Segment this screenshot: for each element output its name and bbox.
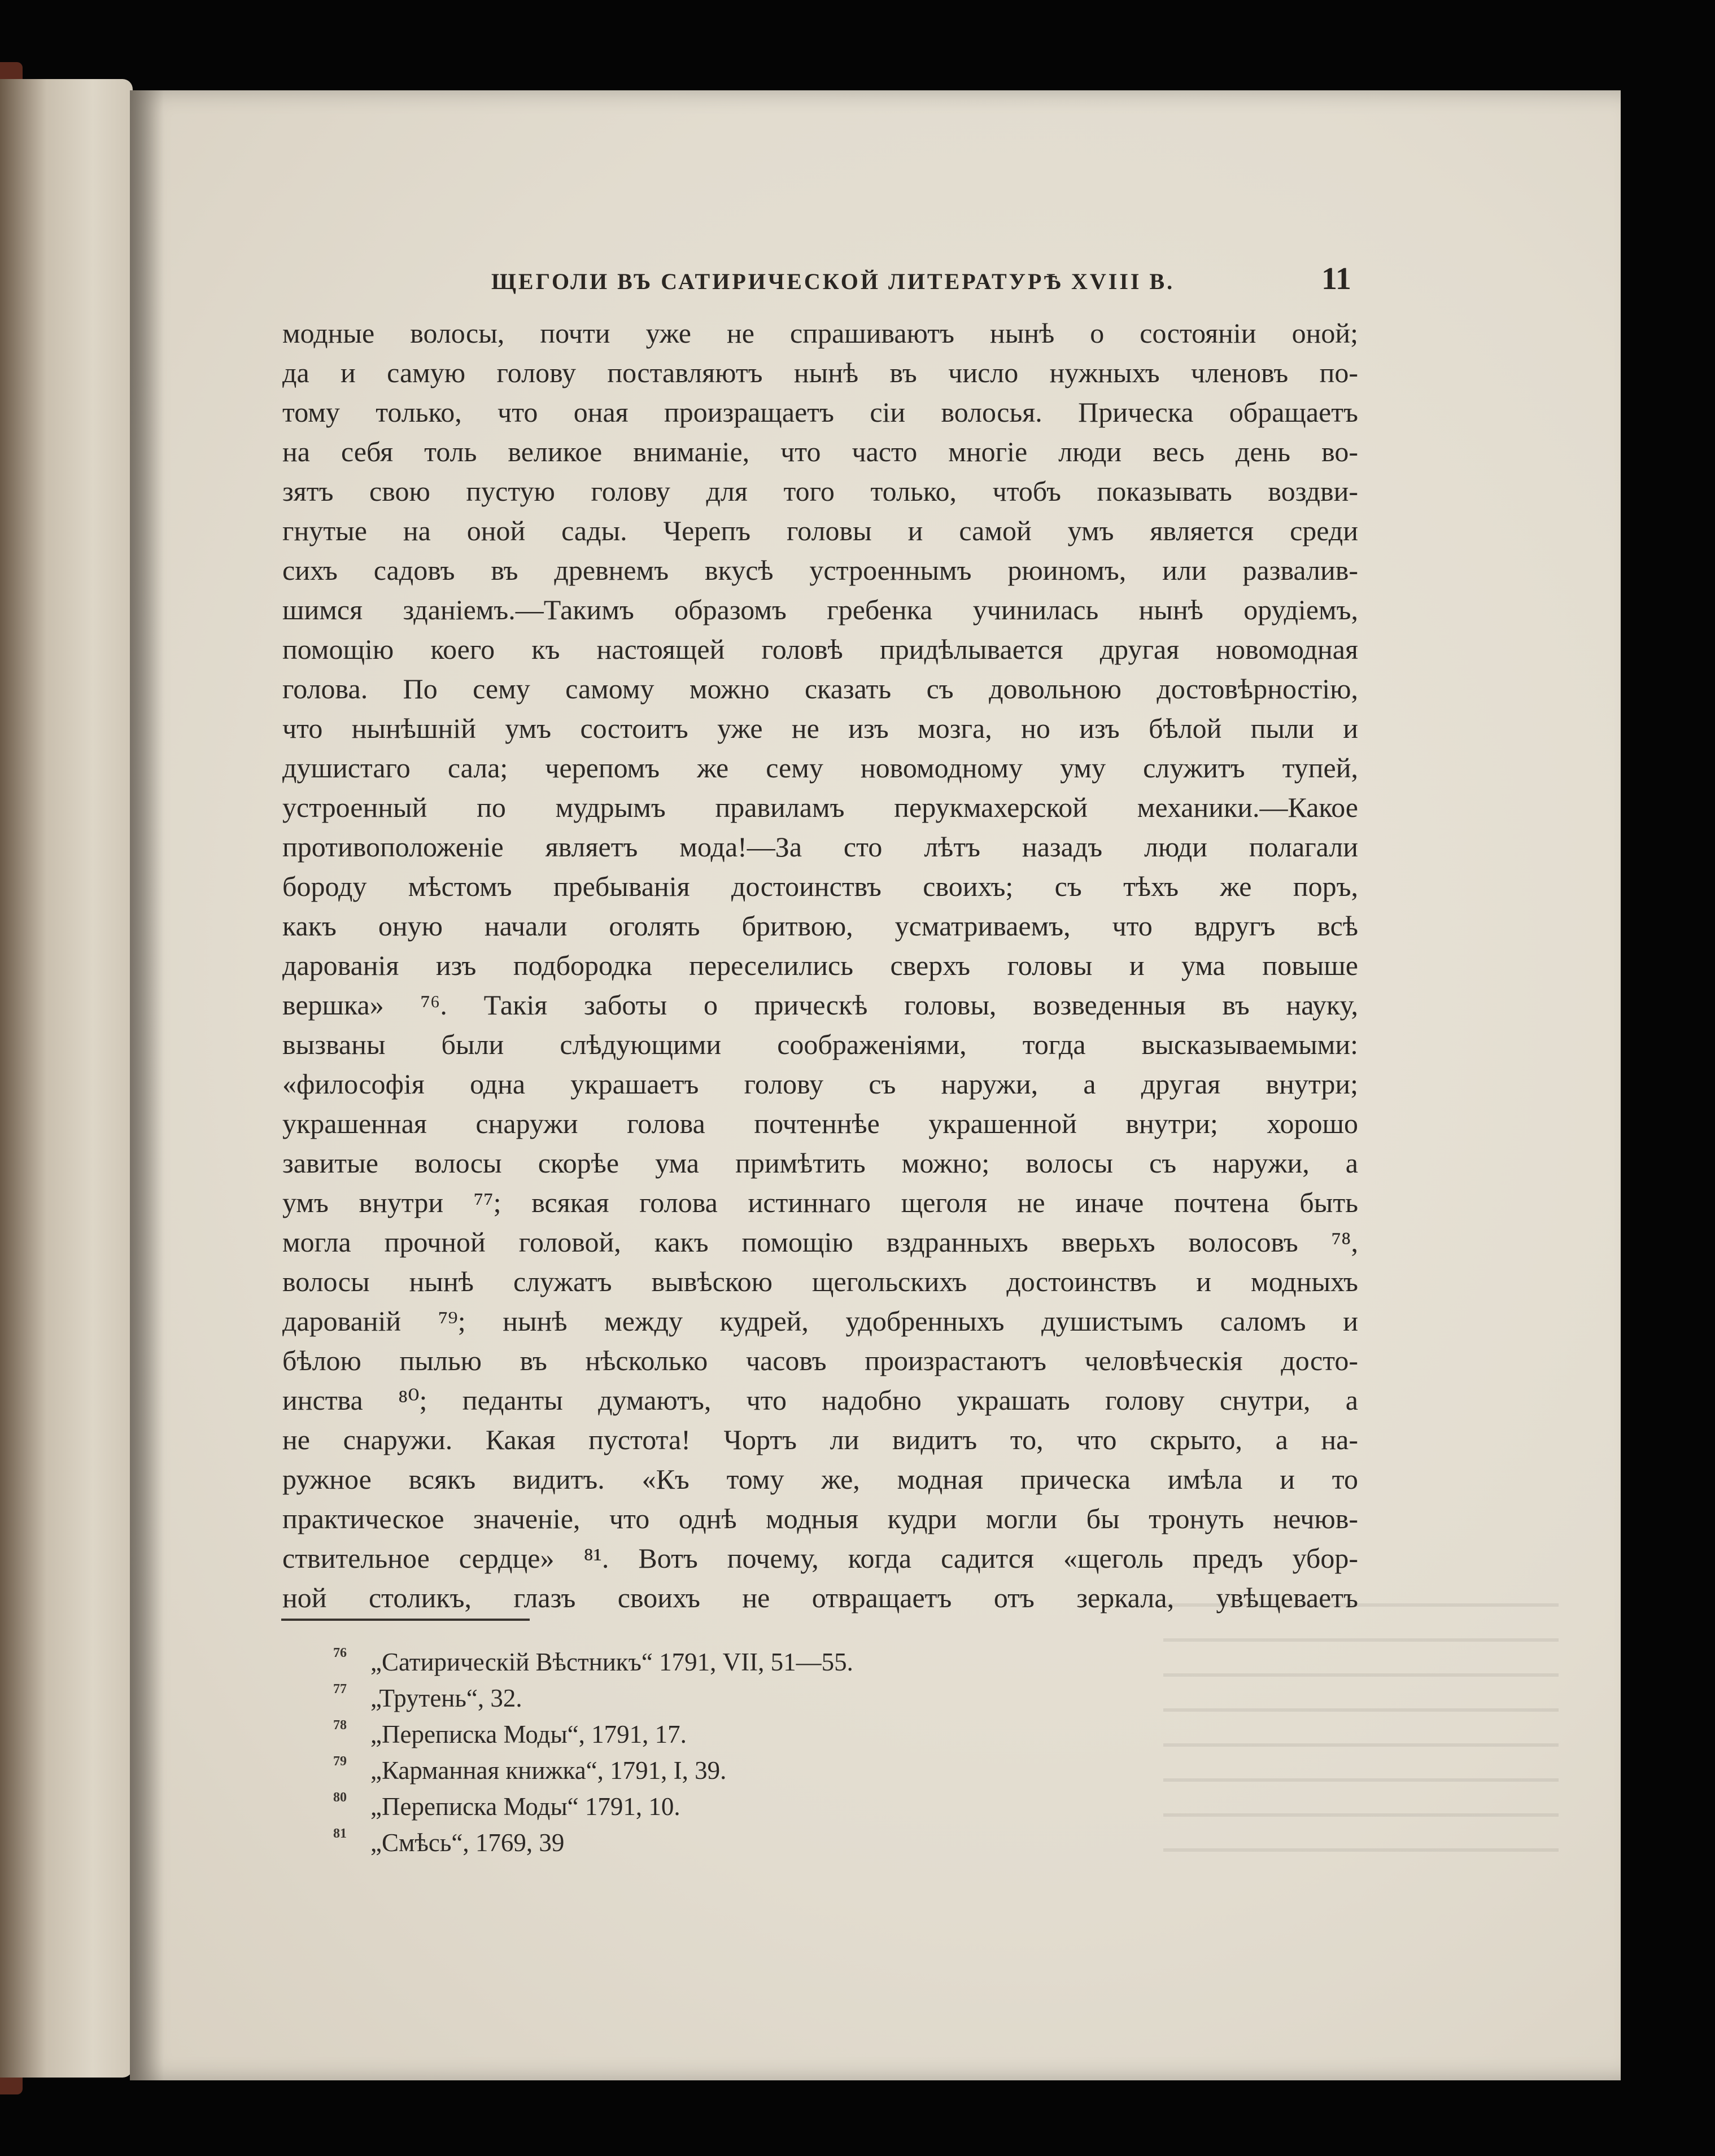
footnote-number: 79 [333, 1754, 347, 1769]
text-line: душистаго сала; черепомъ же сему новомодному уму служитъ тупей, [282, 752, 1358, 784]
footnote-number: 81 [333, 1826, 347, 1841]
text-line: «философія одна украшаетъ голову съ наружи, а другая внутри; [282, 1068, 1358, 1100]
footnote-text: „Переписка Моды“, 1791, 17. [370, 1720, 687, 1748]
text-line: инства ⁸⁰; педанты думаютъ, что надобно украшать голову снутри, а [282, 1384, 1358, 1416]
text-line: сихъ садовъ въ древнемъ вкусѣ устроеннымъ рюиномъ, или развалив- [282, 554, 1358, 586]
footnote-text: „Смѣсь“, 1769, 39 [370, 1829, 565, 1857]
footnote [333, 1680, 1067, 1716]
show-through-text [1163, 1603, 1559, 1874]
text-line: какъ оную начали оголять бритвою, усматриваемъ, что вдругъ всѣ [282, 910, 1358, 942]
text-line: волосы нынѣ служатъ вывѣскою щегольскихъ достоинствъ и модныхъ [282, 1266, 1358, 1297]
text-line: ствительное сердце» ⁸¹. Вотъ почему, когда садится «щеголь предъ убор- [282, 1542, 1358, 1574]
footnote [333, 1644, 1067, 1680]
text-line: не снаружи. Какая пустота! Чортъ ли видитъ то, что скрыто, а на- [282, 1424, 1358, 1455]
text-line: могла прочной головой, какъ помощію вздранныхъ вверьхъ волосовъ ⁷⁸, [282, 1226, 1358, 1258]
footnote [333, 1716, 1067, 1752]
text-line: противоположеніе являетъ мода!—За сто лѣтъ назадъ люди полагали [282, 831, 1358, 863]
text-line: устроенный по мудрымъ правиламъ перукмахерской механики.—Какое [282, 791, 1358, 823]
text-line: зятъ свою пустую голову для того только, чтобъ показывать воздви- [282, 475, 1358, 507]
text-line: бороду мѣстомъ пребыванія достоинствъ своихъ; съ тѣхъ же поръ, [282, 871, 1358, 902]
text-line: завитые волосы скорѣе ума примѣтить можно; волосы съ наружи, а [282, 1147, 1358, 1179]
footnote-text: „Сатирическій Вѣстникъ“ 1791, VII, 51—55. [370, 1648, 853, 1676]
text-line: да и самую голову поставляютъ нынѣ въ число нужныхъ членовъ по- [282, 357, 1358, 388]
footnotes [333, 1644, 1067, 1861]
footnote-number: 78 [333, 1718, 347, 1733]
text-line: вершка» ⁷⁶. Такія заботы о прическѣ головы, возведенныя въ науку, [282, 989, 1358, 1021]
left-page-edge [0, 79, 133, 2078]
text-line: тому только, что оная произращаетъ сіи волосья. Прическа обращаетъ [282, 396, 1358, 428]
text-line: гнутые на оной сады. Черепъ головы и самой умъ является среди [282, 515, 1358, 546]
footnote-number: 80 [333, 1790, 347, 1805]
spine-shadow [130, 90, 164, 2080]
text-line: умъ внутри ⁷⁷; всякая голова истиннаго щеголя не иначе почтена быть [282, 1187, 1358, 1218]
footnote [333, 1752, 1067, 1788]
text-line: модные волосы, почти уже не спрашиваютъ нынѣ о состояніи оной; [282, 317, 1358, 349]
footnote-number: 77 [333, 1682, 347, 1696]
footnote [333, 1825, 1067, 1861]
body-text [282, 313, 1358, 1617]
text-line: голова. По сему самому можно сказать съ довольною достовѣрностію, [282, 673, 1358, 705]
footnote-number: 76 [333, 1646, 347, 1660]
text-line: украшенная снаружи голова почтеннѣе украшенной внутри; хорошо [282, 1108, 1358, 1139]
text-line: дарованія изъ подбородка переселились сверхъ головы и ума повыше [282, 950, 1358, 981]
page-number: 11 [1321, 261, 1351, 296]
text-line: бѣлою пылью въ нѣсколько часовъ произрастаютъ человѣческія досто- [282, 1345, 1358, 1376]
text-line: дарованій ⁷⁹; нынѣ между кудрей, удобренныхъ душистымъ саломъ и [282, 1305, 1358, 1337]
footnote-text: „Трутень“, 32. [370, 1684, 522, 1712]
text-line: вызваны были слѣдующими соображеніями, тогда высказываемыми: [282, 1029, 1358, 1060]
footnote-text: „Карманная книжка“, 1791, I, 39. [370, 1756, 727, 1785]
footnote-rule [281, 1619, 530, 1621]
text-line: ружное всякъ видитъ. «Къ тому же, модная прическа имѣла и то [282, 1463, 1358, 1495]
text-line: ной столикъ, глазъ своихъ не отвращаетъ отъ зеркала, увѣщеваетъ [282, 1582, 1358, 1613]
footnote [333, 1788, 1067, 1825]
text-line: помощію коего къ настоящей головѣ придѣлывается другая новомодная [282, 633, 1358, 665]
running-head: ЩЕГОЛИ ВЪ САТИРИЧЕСКОЙ ЛИТЕРАТУРѢ XVIII В. [491, 269, 1175, 294]
text-line: шимся зданіемъ.—Такимъ образомъ гребенка учинилась нынѣ орудіемъ, [282, 594, 1358, 626]
text-line: практическое значеніе, что однѣ модныя кудри могли бы тронуть нечюв- [282, 1503, 1358, 1534]
text-line: на себя толь великое вниманіе, что часто многіе люди весь день во- [282, 436, 1358, 467]
text-line: что нынѣшній умъ состоитъ уже не изъ мозга, но изъ бѣлой пыли и [282, 712, 1358, 744]
footnote-text: „Переписка Моды“ 1791, 10. [370, 1792, 680, 1821]
